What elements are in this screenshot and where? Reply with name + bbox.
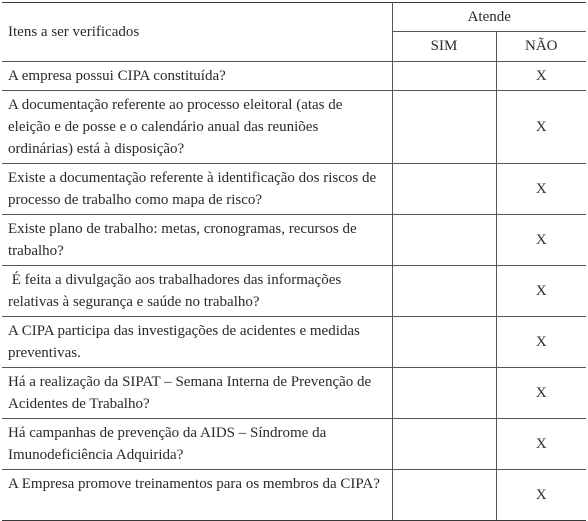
nao-column-header: NÃO <box>496 32 586 62</box>
table-header <box>2 3 586 62</box>
item-text: Existe plano de trabalho: metas, cronogramas, recursos de trabalho? <box>2 215 392 266</box>
nao-mark: X <box>496 62 586 91</box>
item-text: Há campanhas de prevenção da AIDS – Síndrome da Imunodeficiência Adquirida? <box>2 419 392 470</box>
item-text: É feita a divulgação aos trabalhadores das informações relativas à segurança e saúde no trabalho? <box>2 266 392 317</box>
table-row <box>2 317 586 368</box>
item-text: A empresa possui CIPA constituída? <box>2 62 392 91</box>
sim-mark <box>392 215 496 266</box>
table-row <box>2 470 586 521</box>
nao-mark: X <box>496 317 586 368</box>
table-row <box>2 62 586 91</box>
sim-mark <box>392 368 496 419</box>
sim-mark <box>392 266 496 317</box>
sim-mark <box>392 62 496 91</box>
item-text: Há a realização da SIPAT – Semana Interna de Prevenção de Acidentes de Trabalho? <box>2 368 392 419</box>
table-row <box>2 368 586 419</box>
table-row <box>2 419 586 470</box>
nao-mark: X <box>496 215 586 266</box>
verification-checklist-table <box>2 2 586 521</box>
sim-column-header: SIM <box>392 32 496 62</box>
item-text: A documentação referente ao processo eleitoral (atas de eleição e de posse e o calendário anual das reuniões ordinárias) está à disposição? <box>2 91 392 164</box>
nao-mark: X <box>496 419 586 470</box>
table-body <box>2 62 586 521</box>
nao-mark: X <box>496 368 586 419</box>
sim-mark <box>392 164 496 215</box>
sim-mark <box>392 419 496 470</box>
sim-mark <box>392 470 496 521</box>
table-row <box>2 266 586 317</box>
sim-mark <box>392 317 496 368</box>
item-text: A CIPA participa das investigações de acidentes e medidas preventivas. <box>2 317 392 368</box>
atende-group-header: Atende <box>392 3 586 32</box>
items-column-header: Itens a ser verificados <box>2 3 392 62</box>
table-row <box>2 91 586 164</box>
sim-mark <box>392 91 496 164</box>
table-row <box>2 164 586 215</box>
nao-mark: X <box>496 266 586 317</box>
nao-mark: X <box>496 470 586 521</box>
nao-mark: X <box>496 91 586 164</box>
nao-mark: X <box>496 164 586 215</box>
item-text: A Empresa promove treinamentos para os membros da CIPA? <box>2 470 392 521</box>
item-text: Existe a documentação referente à identificação dos riscos de processo de trabalho como mapa de risco? <box>2 164 392 215</box>
table-row <box>2 215 586 266</box>
